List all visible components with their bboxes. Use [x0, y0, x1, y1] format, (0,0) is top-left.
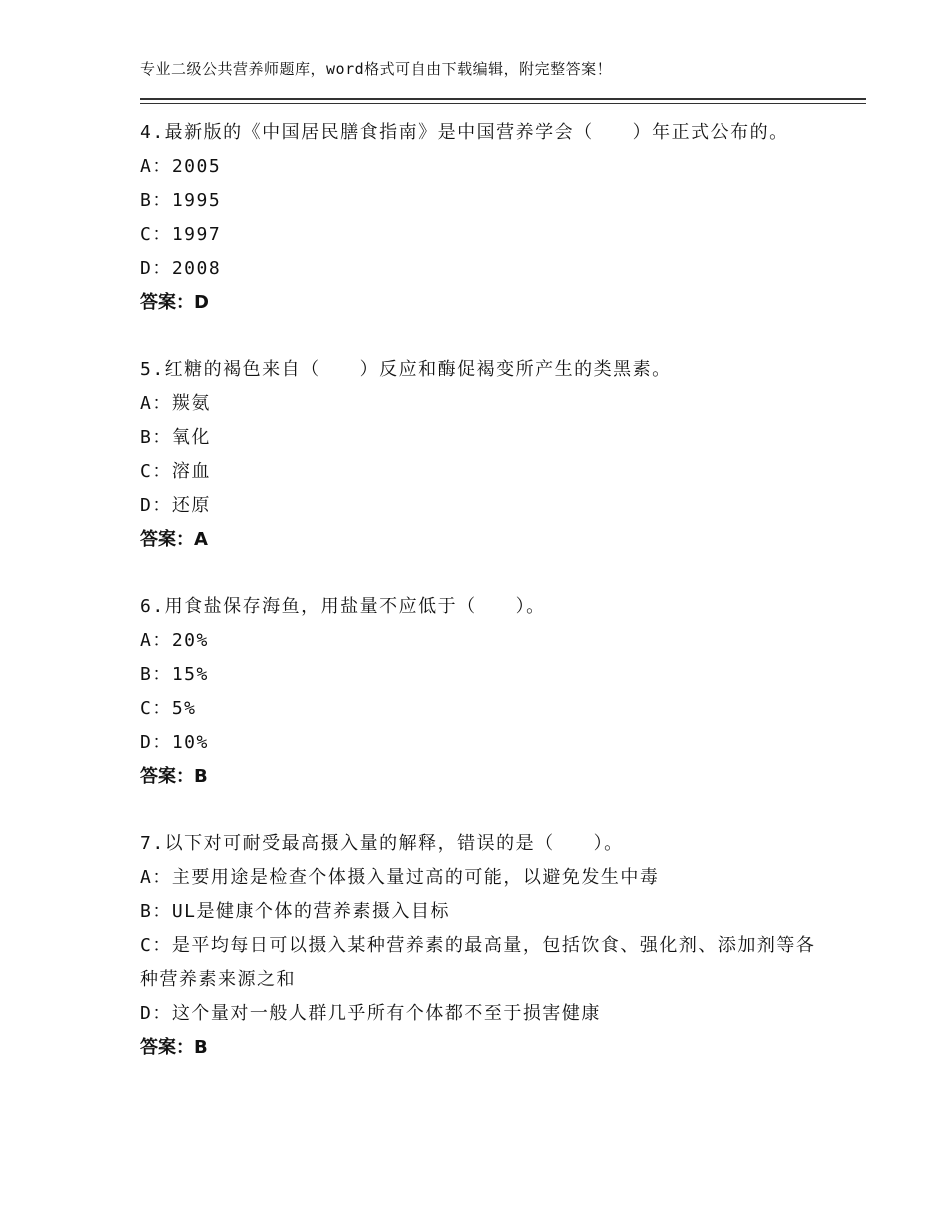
option-a: A：主要用途是检查个体摄入量过高的可能，以避免发生中毒 — [140, 867, 660, 888]
question-stem: 7.以下对可耐受最高摄入量的解释，错误的是（ ）。 — [140, 833, 624, 854]
answer-label: 答案：B — [140, 1037, 208, 1058]
option-b: B：UL是健康个体的营养素摄入目标 — [140, 901, 451, 922]
option-a: A：2005 — [140, 156, 222, 177]
option-c: C：是平均每日可以摄入某种营养素的最高量，包括饮食、强化剂、添加剂等各种营养素来源之和 — [140, 935, 816, 990]
answer-label: 答案：D — [140, 292, 209, 313]
option-d: D：2008 — [140, 258, 222, 279]
option-a: A：20% — [140, 630, 209, 651]
option-d: D：这个量对一般人群几乎所有个体都不至于损害健康 — [140, 1003, 601, 1024]
option-a: A：羰氨 — [140, 393, 211, 414]
option-b: B：氧化 — [140, 427, 211, 448]
question-list — [140, 116, 820, 1098]
question-5 — [140, 353, 820, 557]
header-rule-thick — [140, 98, 866, 100]
option-d: D：还原 — [140, 495, 211, 516]
answer-label: 答案：A — [140, 529, 208, 550]
option-b: B：15% — [140, 664, 209, 685]
document-header: 专业二级公共营养师题库，word格式可自由下载编辑，附完整答案！ — [140, 60, 613, 78]
question-4 — [140, 116, 820, 320]
question-stem: 4.最新版的《中国居民膳食指南》是中国营养学会（ ）年正式公布的。 — [140, 122, 789, 143]
option-d: D：10% — [140, 732, 209, 753]
option-b: B：1995 — [140, 190, 222, 211]
question-7 — [140, 827, 820, 1065]
option-c: C：5% — [140, 698, 197, 719]
option-c: C：溶血 — [140, 461, 211, 482]
question-stem: 5.红糖的褐色来自（ ）反应和酶促褐变所产生的类黑素。 — [140, 359, 672, 380]
header-rule-thin — [140, 103, 866, 104]
answer-label: 答案：B — [140, 766, 208, 787]
question-stem: 6.用食盐保存海鱼，用盐量不应低于（ ）。 — [140, 596, 546, 617]
option-c: C：1997 — [140, 224, 222, 245]
question-6 — [140, 590, 820, 794]
